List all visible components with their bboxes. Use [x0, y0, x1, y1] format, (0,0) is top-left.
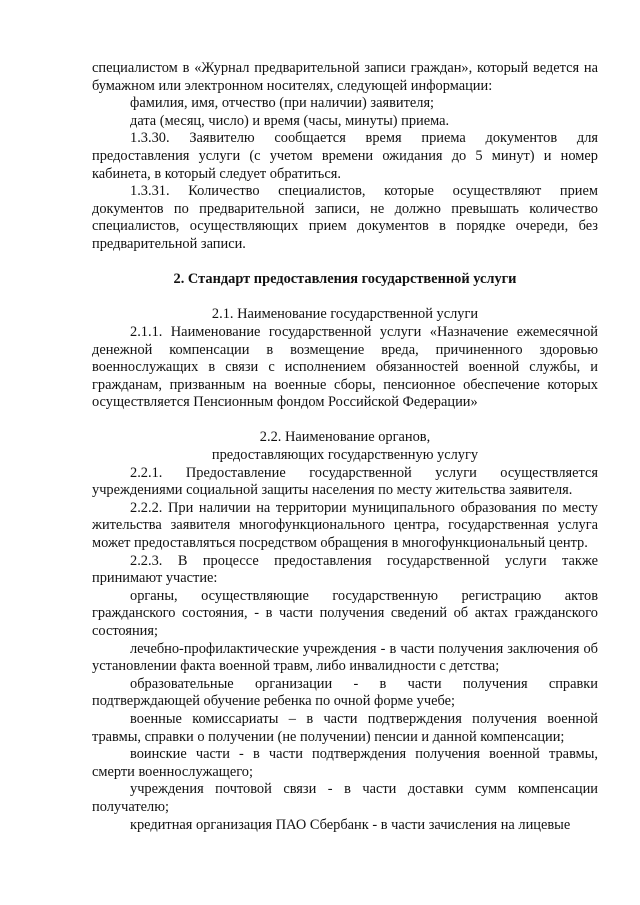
- paragraph-journal: специалистом в «Журнал предварительной записи граждан», который ведется на бумажном или электронном носителях, следующей информации:: [92, 60, 598, 94]
- list-item: воинские части - в части подтверждения получения военной травмы, смерти военнослужащего;: [92, 746, 598, 780]
- paragraph-2-1-1: 2.1.1. Наименование государственной услуги «Назначение ежемесячной денежной компенсации в возмещение вреда, причиненного здоровью военнослужащих в связи с исполнением обязанностей военной службы, и гражданам, призванным на военные сборы, пенсионное обеспечение которых осуществляется Пенсионным фондом Российской Федерации»: [92, 323, 598, 411]
- list-item: лечебно-профилактические учреждения - в части получения заключения об установлении факта военной травм, либо инвалидности с детства;: [92, 640, 598, 675]
- list-item: органы, осуществляющие государственную регистрацию актов гражданского состояния, - в части получения сведений об актах гражданского состояния;: [92, 587, 598, 639]
- paragraph-2-2-2: 2.2.2. При наличии на территории муниципального образования по месту жительства заявителя многофункционального центра, государственная услуга может предоставляться посредством обращения в многофункциональный центр.: [92, 499, 598, 552]
- list-item: кредитная организация ПАО Сбербанк - в части зачисления на лицевые: [130, 816, 571, 833]
- subsection-2-2-title-line2: предоставляющих государственную услугу: [211, 447, 479, 464]
- subsection-2-1-title: 2.1. Наименование государственной услуги: [211, 306, 479, 323]
- subsection-2-2-title-line1: 2.2. Наименование органов,: [259, 429, 431, 446]
- paragraph-date-time: дата (месяц, число) и время (часы, минуты) приема.: [130, 112, 450, 129]
- paragraph-1-3-31: 1.3.31. Количество специалистов, которые осуществляют прием документов по предварительной записи, не должно превышать количество специалистов, осуществляющих прием документов в порядке очереди, без предварительной записи.: [92, 183, 598, 252]
- section-heading: 2. Стандарт предоставления государственной услуги: [173, 271, 517, 288]
- list-item: военные комиссариаты – в части подтверждения получения военной травмы, справки о получении (не получении) пенсии и данной компенсации;: [92, 710, 598, 745]
- paragraph-2-2-1: 2.2.1. Предоставление государственной услуги осуществляется учреждениями социальной защиты населения по месту жительства заявителя.: [92, 464, 598, 499]
- list-item: учреждения почтовой связи - в части доставки сумм компенсации получателю;: [92, 781, 598, 815]
- paragraph-fio: фамилия, имя, отчество (при наличии) заявителя;: [130, 95, 435, 112]
- document-body: [92, 60, 598, 834]
- paragraph-2-2-3: 2.2.3. В процессе предоставления государственной услуги также принимают участие:: [92, 552, 598, 587]
- paragraph-1-3-30: 1.3.30. Заявителю сообщается время приема документов для предоставления услуги (с учетом времени ожидания до 5 минут) и номер кабинета, в который следует обратиться.: [92, 130, 598, 182]
- list-item: образовательные организации - в части получения справки подтверждающей обучение ребенка по очной форме учебе;: [92, 675, 598, 710]
